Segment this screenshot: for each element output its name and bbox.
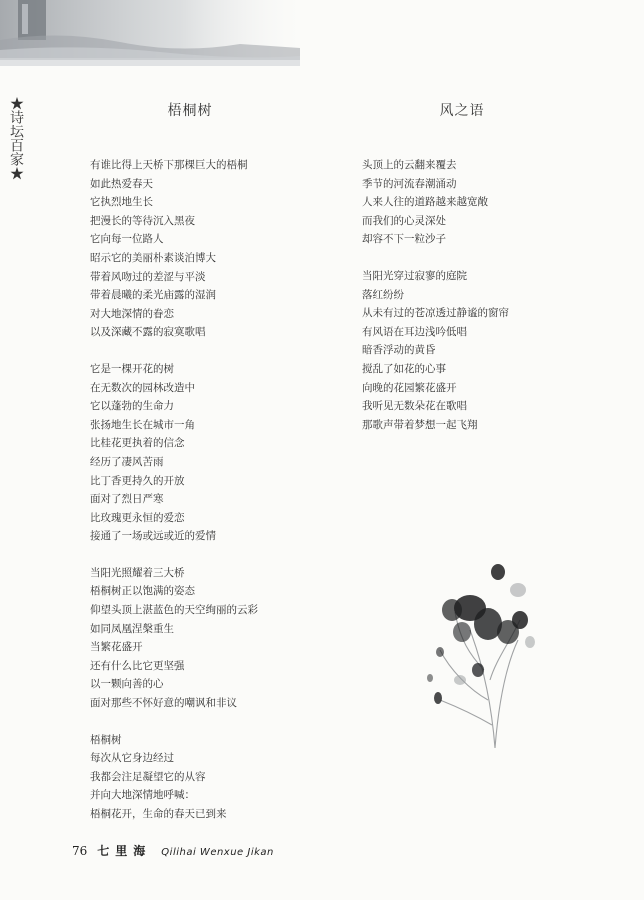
poem-line: 那歌声带着梦想一起飞翔 <box>362 418 478 431</box>
poem-line: 搅乱了如花的心事 <box>362 362 446 375</box>
poem-line: 向晚的花园繁花盛开 <box>362 381 457 394</box>
poem-line: 暗香浮动的黄昏 <box>362 344 436 357</box>
poem-line: 对大地深情的眷恋 <box>90 307 174 320</box>
poem-line: 我都会注足凝望它的从容 <box>90 770 206 783</box>
poem-line: 它以蓬勃的生命力 <box>90 400 174 413</box>
poem-line: 还有什么比它更坚强 <box>90 659 185 672</box>
stanza <box>90 564 340 713</box>
poem-line: 经历了凄风苦雨 <box>90 455 164 468</box>
poem-title: 梧桐树 <box>167 103 213 119</box>
poem-line: 比玫瑰更永恒的爱恋 <box>90 511 185 524</box>
poem-line: 它执烈地生长 <box>90 196 153 209</box>
flower-illustration <box>400 550 550 750</box>
stanza <box>362 156 622 249</box>
poem-line: 张扬地生长在城市一角 <box>90 418 195 431</box>
poem-line: 我听见无数朵花在歌唱 <box>362 400 467 413</box>
page-footer <box>72 842 274 859</box>
poem-title: 风之语 <box>439 103 485 119</box>
magazine-name: 七里海 <box>97 844 152 858</box>
poem-line: 带着晨曦的柔光庙露的湿润 <box>90 289 216 302</box>
poem-line: 昭示它的美丽朴素谈泊博大 <box>90 251 216 264</box>
poem-line: 却容不下一粒沙子 <box>362 233 446 246</box>
poem-line: 面对了烈日严寒 <box>90 493 164 506</box>
poem-line: 带着风吻过的差涩与平淡 <box>90 270 206 283</box>
poem-line: 头顶上的云翻来覆去 <box>362 159 457 171</box>
poem-line: 当繁花盛开 <box>90 641 143 654</box>
poem-line: 有谁比得上天桥下那棵巨大的梧桐 <box>90 159 248 171</box>
poem-line: 面对那些不怀好意的嘲讽和非议 <box>90 697 237 710</box>
poem-line: 落红纷纷 <box>362 288 404 301</box>
poem-line: 梧桐花开，生命的春天已到来 <box>90 808 227 820</box>
poem-line: 比丁香更持久的开放 <box>90 474 185 487</box>
poem-line: 它向每一位路人 <box>90 233 164 246</box>
poem-line: 并向大地深情地呼喊： <box>90 789 195 802</box>
poem-line: 以及深藏不露的寂寞歌唱 <box>90 326 206 339</box>
poem-line: 季节的河流春潮涌动 <box>362 177 457 190</box>
poem-line: 比桂花更执着的信念 <box>90 437 185 450</box>
poem-wutong <box>90 100 340 842</box>
header-decoration <box>0 0 300 70</box>
poem-line: 梧桐树 <box>90 733 122 746</box>
poem-line: 有风语在耳边浅吟低唱 <box>362 325 467 338</box>
poem-line: 每次从它身边经过 <box>90 752 174 765</box>
poem-line: 把漫长的等待沉入黑夜 <box>90 214 195 227</box>
stanza <box>90 360 340 546</box>
poem-line: 梧桐树正以饱满的姿态 <box>90 585 195 598</box>
poem-line: 从未有过的苍凉透过静谧的窗帘 <box>362 307 509 320</box>
poem-line: 接通了一场或远或近的爱情 <box>90 530 216 543</box>
page-number: 76 <box>72 844 88 858</box>
section-label: ★诗坛百家★ <box>8 96 24 180</box>
stanza <box>362 267 622 434</box>
magazine-latin-name: Qilihai Wenxue Jikan <box>161 847 274 858</box>
poem-line: 以一颗向善的心 <box>90 678 164 691</box>
poem-line: 当阳光穿过寂寥的庭院 <box>362 269 467 282</box>
stanza <box>90 156 340 342</box>
poem-line: 人来人往的道路越来越宽敞 <box>362 196 488 209</box>
poem-fengzhiyu <box>362 100 622 452</box>
poem-line: 如同凤凰涅槃重生 <box>90 622 174 635</box>
poem-line: 仰望头顶上湛蓝色的天空绚丽的云彩 <box>90 604 258 617</box>
poem-line: 如此热爱春天 <box>90 177 153 190</box>
poem-line: 当阳光照耀着三大桥 <box>90 566 185 579</box>
poem-line: 在无数次的园林改造中 <box>90 381 195 394</box>
stanza <box>90 731 340 824</box>
poem-line: 而我们的心灵深处 <box>362 214 446 227</box>
poem-line: 它是一棵开花的树 <box>90 362 174 375</box>
